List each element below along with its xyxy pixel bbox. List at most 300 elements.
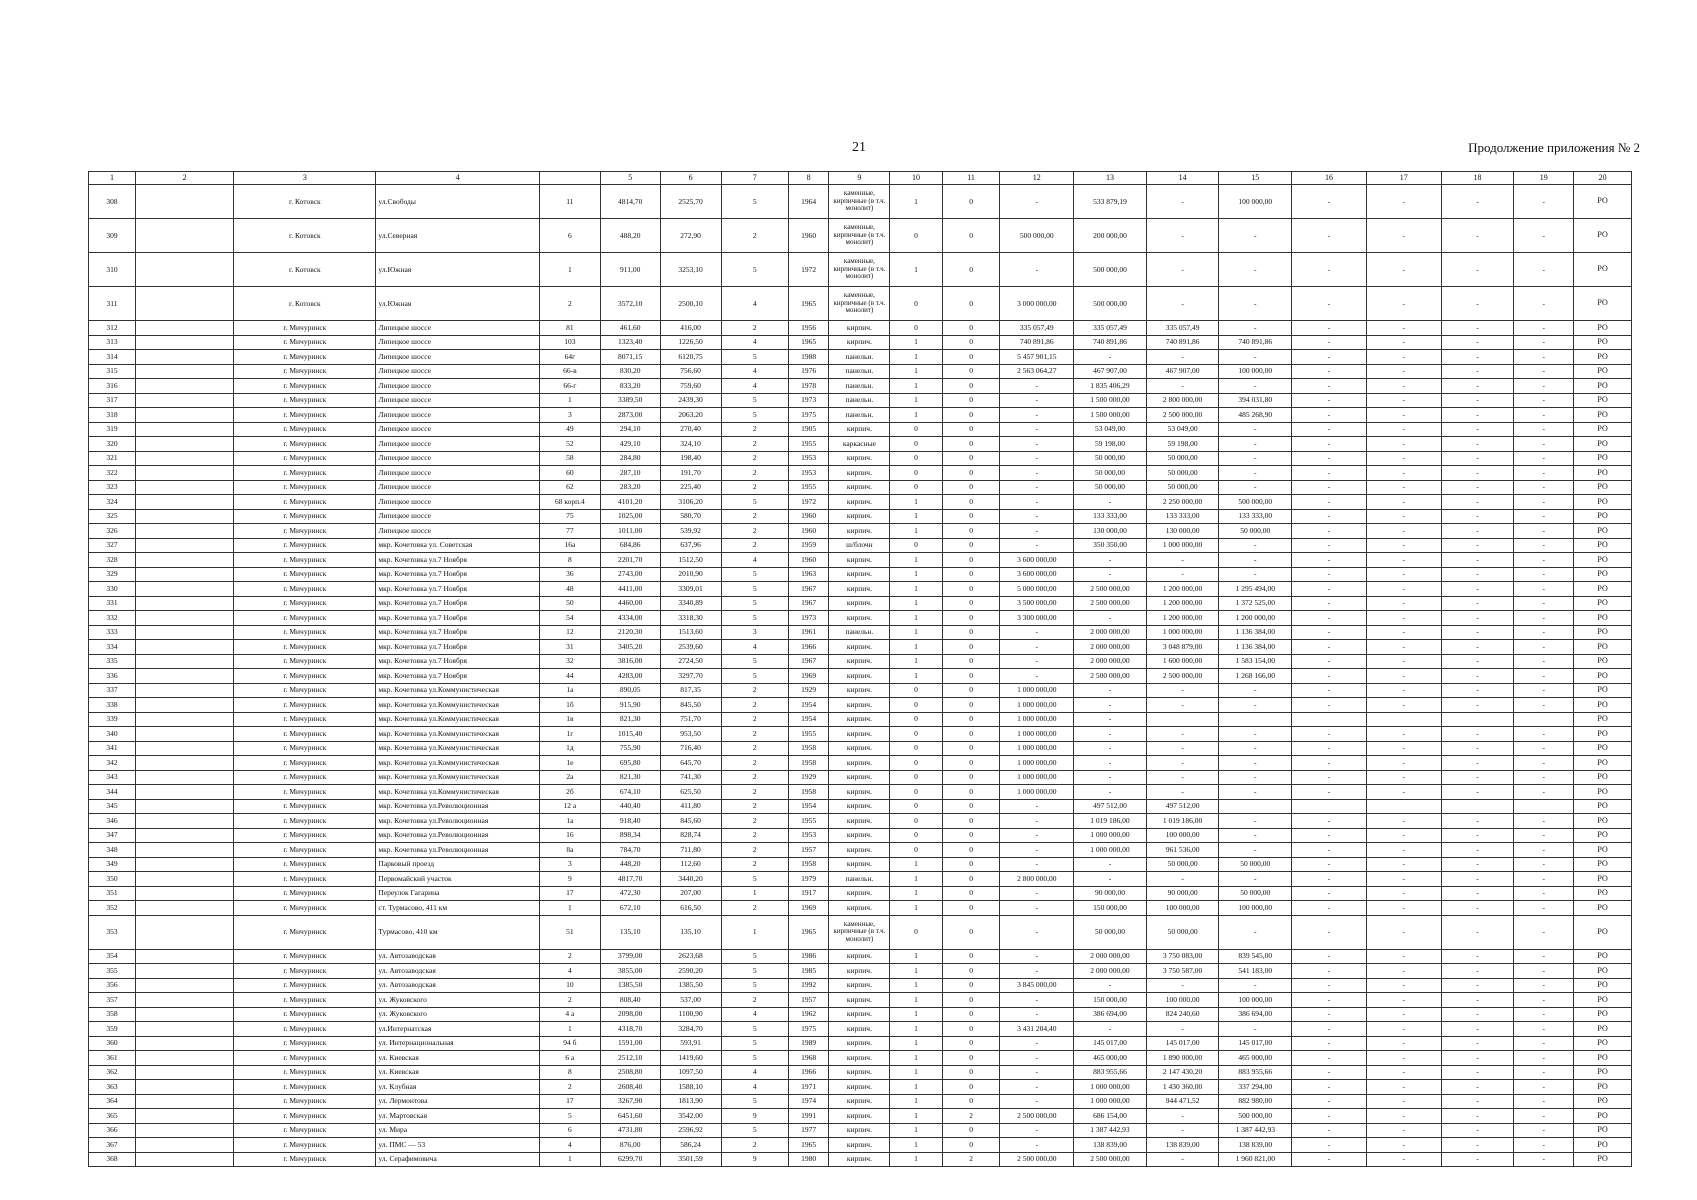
table-cell: 3440,20 [660,872,721,887]
table-cell: - [1000,828,1074,843]
table-cell: 1 [890,495,942,510]
table-cell: 1960 [788,553,829,568]
table-cell: 309 [89,219,136,253]
column-header: 15 [1219,172,1292,185]
table-cell: 327 [89,538,136,553]
table-cell: 1992 [788,978,829,993]
table-cell: 44 [539,669,600,684]
table-cell: 6 [539,219,600,253]
table-cell: - [1000,949,1074,964]
table-cell: - [1366,185,1441,219]
table-cell: 2 [721,727,788,742]
table-cell: 356 [89,978,136,993]
table-cell: мкр. Кочетовка ул.Революционная [376,814,539,829]
table-cell: г. Мичуринск [234,625,376,640]
table-cell: г. Мичуринск [234,901,376,916]
table-cell [136,915,234,949]
table-cell: мкр. Кочетовка ул.Коммунистическая [376,770,539,785]
table-cell: - [1366,1152,1441,1167]
table-cell: - [1366,770,1441,785]
table-cell: - [1441,437,1514,452]
table-cell: 325 [89,509,136,524]
table-cell: - [1366,1109,1441,1124]
table-cell: - [1366,625,1441,640]
table-cell: 150 000,00 [1074,993,1147,1008]
table-cell: 3 600 000,00 [1000,567,1074,582]
table-cell: 0 [942,978,1000,993]
table-cell: 2 800 000,00 [1146,393,1219,408]
table-cell: - [1514,828,1574,843]
table-cell: кирпич. [829,524,890,539]
table-cell: - [1000,509,1074,524]
table-cell: 1977 [788,1123,829,1138]
table-cell: г. Мичуринск [234,509,376,524]
table-row [89,843,1632,858]
table-cell: 36 [539,567,600,582]
table-cell [136,785,234,800]
table-cell: кирпич. [829,335,890,350]
table-cell: - [1292,422,1367,437]
table-cell: 740 891,86 [1000,335,1074,350]
table-cell: 1905 [788,422,829,437]
table-cell: 1956 [788,321,829,336]
table-cell: РО [1574,799,1632,814]
table-cell: 1 000 000,00 [1000,712,1074,727]
table-cell: кирпич. [829,1094,890,1109]
table-cell: - [1514,335,1574,350]
table-cell: - [1366,814,1441,829]
table-cell: - [1000,843,1074,858]
table-cell: 1978 [788,379,829,394]
table-cell: - [1366,978,1441,993]
table-cell [136,1022,234,1037]
table-cell: г. Мичуринск [234,1152,376,1167]
table-cell: - [1292,1065,1367,1080]
table-cell: 16 [539,828,600,843]
table-cell: 1973 [788,393,829,408]
table-cell: 90 000,00 [1146,886,1219,901]
table-cell: ул. Киевская [376,1051,539,1066]
table-cell: 5 [721,495,788,510]
table-cell: - [1441,611,1514,626]
table-cell: 3340,89 [660,596,721,611]
table-row [89,1007,1632,1022]
table-cell: 326 [89,524,136,539]
column-header: 10 [890,172,942,185]
table-cell: РО [1574,654,1632,669]
table-cell: 0 [942,915,1000,949]
table-cell: 500 000,00 [1219,1109,1292,1124]
table-cell: - [1366,669,1441,684]
table-cell: - [1514,669,1574,684]
table-cell: 320 [89,437,136,452]
table-cell: 751,70 [660,712,721,727]
table-cell: каркасные [829,437,890,452]
table-cell: РО [1574,756,1632,771]
table-cell: 0 [942,287,1000,321]
table-cell: - [1000,993,1074,1008]
table-cell: 1969 [788,669,829,684]
table-cell: г. Мичуринск [234,814,376,829]
table-cell: 3 750 587,00 [1146,964,1219,979]
table-row [89,915,1632,949]
table-cell: 6 а [539,1051,600,1066]
table-cell: 883 955,66 [1219,1065,1292,1080]
table-cell: 3501,59 [660,1152,721,1167]
table-cell: 135,10 [660,915,721,949]
table-cell: 755,90 [600,741,660,756]
table-cell: 0 [942,901,1000,916]
table-cell: ул. Автозаводская [376,964,539,979]
table-cell: кирпич. [829,785,890,800]
table-cell: г. Мичуринск [234,451,376,466]
table-cell: 58 [539,451,600,466]
table-cell: - [1366,1007,1441,1022]
table-cell: - [1366,466,1441,481]
table-cell: - [1292,379,1367,394]
table-cell: ул. Жуковского [376,993,539,1008]
table-cell: 100 000,00 [1219,364,1292,379]
table-cell [136,509,234,524]
table-cell: 828,74 [660,828,721,843]
table-cell: 0 [942,799,1000,814]
table-cell: 3318,30 [660,611,721,626]
table-cell: 3 845 000,00 [1000,978,1074,993]
table-cell: - [1366,596,1441,611]
table-cell: - [1514,321,1574,336]
table-cell: 833,20 [600,379,660,394]
table-cell: г. Мичуринск [234,886,376,901]
table-cell: 323 [89,480,136,495]
table-cell: - [1000,379,1074,394]
table-cell: г. Мичуринск [234,1022,376,1037]
table-row [89,857,1632,872]
table-cell: - [1219,843,1292,858]
table-cell: 0 [942,1051,1000,1066]
table-cell: 0 [942,949,1000,964]
table-cell: - [1441,949,1514,964]
table-cell: 284,80 [600,451,660,466]
table-cell: 1 136 384,00 [1219,625,1292,640]
table-cell: - [1219,567,1292,582]
table-row [89,886,1632,901]
table-cell: 839 545,00 [1219,949,1292,964]
table-cell: 0 [942,1022,1000,1037]
table-cell [136,567,234,582]
table-cell: - [1441,364,1514,379]
table-cell: 1965 [788,1138,829,1153]
table-cell: г. Мичуринск [234,1138,376,1153]
table-cell: Липецкое шоссе [376,379,539,394]
table-cell: 3542,00 [660,1109,721,1124]
table-cell: 3405,20 [600,640,660,655]
table-cell: - [1292,1036,1367,1051]
table-cell: 0 [890,727,942,742]
table-cell: кирпич. [829,1138,890,1153]
table-cell: - [1292,915,1367,949]
table-cell: 2 [721,901,788,916]
table-cell: ш/блочн [829,538,890,553]
table-cell: 348 [89,843,136,858]
table-cell: г. Мичуринск [234,1109,376,1124]
table-cell: РО [1574,219,1632,253]
table-cell: 429,10 [600,437,660,452]
table-cell: 1973 [788,611,829,626]
table-cell: - [1366,886,1441,901]
table-cell: кирпич. [829,1152,890,1167]
table-cell: РО [1574,495,1632,510]
table-cell: - [1514,364,1574,379]
table-cell: кирпич. [829,683,890,698]
table-cell: 337 294,00 [1219,1080,1292,1095]
table-cell: мкр. Кочетовка ул.7 Ноября [376,611,539,626]
table-cell: 2 000 000,00 [1074,654,1147,669]
table-cell: 1 [890,611,942,626]
table-cell: кирпич. [829,582,890,597]
table-cell: - [1146,253,1219,287]
table-cell: 100 000,00 [1146,828,1219,843]
table-cell: 0 [942,185,1000,219]
table-row [89,698,1632,713]
table-cell: 0 [942,437,1000,452]
table-cell: 52 [539,437,600,452]
table-cell: 759,60 [660,379,721,394]
table-cell: 2 [721,321,788,336]
table-cell: 0 [942,1123,1000,1138]
table-cell: - [1441,185,1514,219]
table-cell: 898,34 [600,828,660,843]
table-cell: 1226,50 [660,335,721,350]
table-cell: 695,80 [600,756,660,771]
table-cell: 1 [721,886,788,901]
table-cell: - [1441,287,1514,321]
table-cell: РО [1574,185,1632,219]
table-cell: 0 [942,611,1000,626]
table-cell: 1 [890,978,942,993]
table-cell: - [1146,978,1219,993]
table-cell: - [1074,553,1147,568]
table-cell: - [1514,1123,1574,1138]
table-cell [136,1065,234,1080]
table-cell: - [1292,219,1367,253]
table-cell: 1 [890,350,942,365]
table-cell: 3816,00 [600,654,660,669]
table-cell: РО [1574,1152,1632,1167]
table-cell: кирпич. [829,756,890,771]
table-cell: - [1000,857,1074,872]
table-cell: 5 457 901,15 [1000,350,1074,365]
table-cell: кирпич. [829,1007,890,1022]
table-cell: 2 [721,466,788,481]
table-row [89,466,1632,481]
table-row [89,480,1632,495]
column-header: 12 [1000,172,1074,185]
table-cell: - [1219,741,1292,756]
table-cell: 3 [539,408,600,423]
table-cell: 1 [890,253,942,287]
table-cell: 2512,10 [600,1051,660,1066]
table-cell: 1 295 494,00 [1219,582,1292,597]
table-cell: - [1441,1065,1514,1080]
table-cell: - [1219,553,1292,568]
table-cell: 103 [539,335,600,350]
table-cell: - [1514,857,1574,872]
table-cell: 1972 [788,495,829,510]
table-cell: - [1292,253,1367,287]
table-cell: - [1514,495,1574,510]
table-cell: - [1441,253,1514,287]
table-cell: г. Котовск [234,287,376,321]
table-cell [136,582,234,597]
table-cell: 876,00 [600,1138,660,1153]
table-cell: - [1000,185,1074,219]
table-cell: РО [1574,350,1632,365]
table-cell: 4 [539,964,600,979]
table-cell: ул. Киевская [376,1065,539,1080]
table-cell: 2а [539,770,600,785]
column-header: 8 [788,172,829,185]
table-cell: РО [1574,814,1632,829]
table-cell [136,495,234,510]
table-cell: 3 431 204,40 [1000,1022,1074,1037]
table-cell: 50 000,00 [1146,857,1219,872]
table-cell: ул. Серафимовича [376,1152,539,1167]
table-cell [136,1152,234,1167]
table-cell: г. Мичуринск [234,495,376,510]
table-cell: 1969 [788,901,829,916]
table-cell: кирпич. [829,964,890,979]
table-cell: 145 017,00 [1074,1036,1147,1051]
table-cell: 1962 [788,1007,829,1022]
table-cell: 100 000,00 [1219,901,1292,916]
table-cell: - [1074,785,1147,800]
table-cell: 0 [942,770,1000,785]
table-cell: - [1514,524,1574,539]
table-cell: - [1292,814,1367,829]
table-cell: ул. ПМС — 53 [376,1138,539,1153]
table-cell: - [1441,886,1514,901]
table-cell: 0 [942,1094,1000,1109]
table-cell: 1 372 525,00 [1219,596,1292,611]
table-cell: РО [1574,253,1632,287]
table-cell: - [1514,625,1574,640]
table-row [89,1036,1632,1051]
table-cell: кирпич. [829,828,890,843]
table-body [89,185,1632,1167]
table-cell: г. Мичуринск [234,828,376,843]
table-row [89,1094,1632,1109]
table-cell: 440,40 [600,799,660,814]
table-cell: Липецкое шоссе [376,422,539,437]
table-cell: 2 [721,770,788,785]
table-cell [136,901,234,916]
table-cell: ст. Турмасово, 411 км [376,901,539,916]
table-cell: 1957 [788,993,829,1008]
table-cell: 2608,40 [600,1080,660,1095]
table-cell: 1 200 000,00 [1146,596,1219,611]
table-cell: 17 [539,1094,600,1109]
table-row [89,185,1632,219]
table-cell: - [1441,1036,1514,1051]
table-cell: 3297,70 [660,669,721,684]
table-cell [1514,712,1574,727]
table-cell: 0 [890,756,942,771]
table-cell: - [1441,669,1514,684]
table-cell: 2 500 000,00 [1074,582,1147,597]
table-cell: - [1441,770,1514,785]
table-cell: 0 [942,1138,1000,1153]
table-cell: г. Мичуринск [234,770,376,785]
column-header: 19 [1514,172,1574,185]
table-cell: 357 [89,993,136,1008]
table-cell: 2 [721,828,788,843]
table-cell: 0 [942,596,1000,611]
table-cell: кирпич. [829,466,890,481]
table-cell: - [1441,654,1514,669]
table-cell: РО [1574,669,1632,684]
table-cell: - [1514,408,1574,423]
table-cell: 1 [539,1022,600,1037]
table-cell: 0 [890,287,942,321]
table-cell: Липецкое шоссе [376,509,539,524]
table-cell: РО [1574,287,1632,321]
table-cell: - [1292,451,1367,466]
table-cell: РО [1574,698,1632,713]
table-cell: 3 000 000,00 [1000,287,1074,321]
table-row [89,727,1632,742]
table-cell: РО [1574,949,1632,964]
table-cell [136,335,234,350]
table-cell: 9 [721,1152,788,1167]
table-cell: - [1000,1007,1074,1022]
table-cell: 2 000 000,00 [1074,625,1147,640]
table-cell: - [1146,350,1219,365]
table-cell: - [1441,582,1514,597]
table-cell: - [1366,1036,1441,1051]
table-cell: 0 [942,828,1000,843]
table-row [89,712,1632,727]
table-cell: 1989 [788,1036,829,1051]
table-cell: мкр. Кочетовка ул.7 Ноября [376,596,539,611]
table-cell: 411,80 [660,799,721,814]
column-header: 6 [660,172,721,185]
table-cell: 318 [89,408,136,423]
table-cell: ул. Интернациональная [376,1036,539,1051]
table-cell: 5 [721,669,788,684]
table-cell [1366,799,1441,814]
table-cell: 1 [890,1152,942,1167]
table-cell: - [1292,567,1367,582]
table-cell: - [1292,978,1367,993]
table-cell: 1 [890,1138,942,1153]
table-cell: 311 [89,287,136,321]
table-cell: 347 [89,828,136,843]
table-cell: 1 [539,393,600,408]
table-cell: 1 890 000,00 [1146,1051,1219,1066]
table-cell: 4731,80 [600,1123,660,1138]
table-cell: - [1514,393,1574,408]
table-cell: РО [1574,1051,1632,1066]
table-cell: - [1219,814,1292,829]
table-cell: 0 [942,567,1000,582]
table-cell: - [1292,993,1367,1008]
appendix-continuation-title: Продолжение приложения № 2 [1468,140,1640,155]
table-cell: 1 387 442,93 [1219,1123,1292,1138]
table-cell: 53 049,00 [1146,422,1219,437]
table-cell: - [1441,683,1514,698]
table-cell: 1 [890,393,942,408]
table-cell: - [1514,422,1574,437]
